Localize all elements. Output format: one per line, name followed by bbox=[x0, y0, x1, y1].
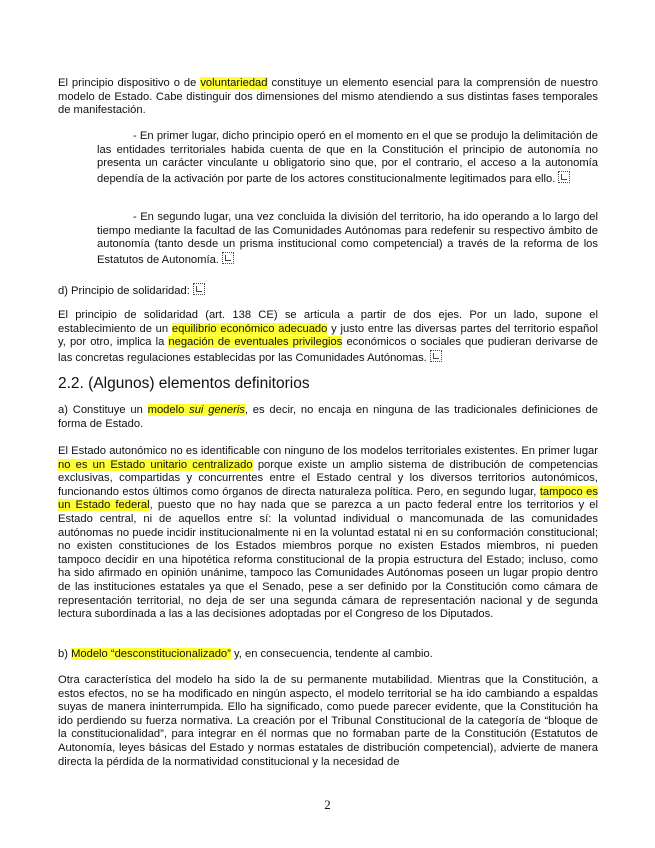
text: El principio dispositivo o de bbox=[58, 77, 201, 89]
note-anchor-icon[interactable] bbox=[193, 283, 205, 295]
note-anchor-icon[interactable] bbox=[430, 350, 442, 362]
text: b) bbox=[58, 648, 72, 660]
text: constituye un elemento esencial para la comprensión de nuestro modelo de Estado. Cabe distinguir dos dimensiones del mismo atendiendo a sus distintas fases temporales de manifestación. bbox=[58, 77, 598, 117]
text: y justo entre las diversas partes del territorio español y, por otro, implica la bbox=[58, 322, 598, 349]
paragraph-mutabilidad bbox=[58, 674, 598, 769]
note-anchor-icon[interactable] bbox=[558, 171, 570, 183]
text: modelo bbox=[147, 404, 190, 416]
text: El principio de solidaridad (art. 138 CE) se articula a partir de dos ejes. Por un lado, supone el establecimiento de un bbox=[58, 309, 598, 335]
highlight-desconstitucionalizado: Modelo “desconstitucionalizado” bbox=[71, 648, 231, 660]
text: d) Principio de solidaridad: bbox=[58, 285, 190, 297]
highlight-privilegios: negación de eventuales privilegios bbox=[168, 336, 343, 349]
text: - En primer lugar, dicho principio operó en el momento en el que se produjo la delimitación de las entidades territoriales habida cuenta de que en la Constitución el principio de autonomía no presenta un carácter vinculante u obligatorio sino que, por el contrario, el acceso a la autonomía dependía de la activación por parte de los actores constitucionalmente legitimados para ello. bbox=[97, 130, 598, 185]
highlight-voluntariedad: voluntariedad bbox=[200, 77, 268, 89]
paragraph-solidaridad bbox=[58, 309, 598, 365]
text: Otra característica del modelo ha sido la de su permanente mutabilidad. Mientras que la Constitución, a estos efectos, no se ha modificado en ningún aspecto, el modelo territorial se ha ido cambiando a espaldas suyas de manera ininterrumpida. Ello ha significado, como puede parecer evidente, que la Constitución ha ido perdiendo su fuerza normativa. La creación por el Tribunal Constitucional de la categoría de “bloque de la constitucionalidad”, para integrar en él normas que no formaban parte de la Constitución (Estatutos de Autonomía, leyes básicas del Estado y normas estatales de distribución competencial), advierte de manera directa la pérdida de la normatividad constitucional y la necesidad de bbox=[58, 674, 598, 768]
note-anchor-icon[interactable] bbox=[222, 252, 234, 264]
text: , puesto que no hay nada que se parezca a un pacto federal entre los territorios y el Estado central, ni de aquellos entre sí: la voluntad individual o mancomunada de las comunidades autónomas no puede incidir institucionalmente ni en la voluntad estatal ni en su conformación constitucional; no existen constituciones de los Estados miembros porque no existen Estados miembros, ni pueden tampoco decidir en una hipotética reforma constitucional de la propia estructura del Estado; incluso, como ha sido afirmado en opinión unánime, tampoco las Comunidades Autónomas poseen un lugar propio dentro de las instituciones estatales ya que el Senado, pese a ser definido por la Constitución como cámara de representación territorial, no deja de ser una segunda cámara de representación nacional y de segunda lectura subordinada a las a las decisiones adoptadas por el Congreso de los Diputados. bbox=[58, 499, 599, 621]
highlight-no-federal: tampoco es un Estado federal bbox=[58, 485, 598, 512]
text: - En segundo lugar, una vez concluida la división del territorio, ha ido operando a lo largo del tiempo mediante la facultad de las Comunidades Autónomas para redefenir su respectivo ámbito de autonomía (tanto desde un prisma institucional como competencial) a través de la reforma de los Estatutos de Autonomía. bbox=[97, 211, 598, 266]
item-a bbox=[58, 404, 598, 431]
text: El Estado autonómico no es identificable con ninguno de los modelos territoriales existentes. En primer lugar bbox=[58, 445, 598, 457]
highlight-equilibrio: equilibrio económico adecuado bbox=[171, 322, 328, 335]
text: porque existe un amplio sistema de distribución de competencias exclusivas, compartidas y concurrentes entre el Estado central y los diversos territorios autonómicos, funcionando estos últimos como órganos de directa naturaleza política. Pero, en segundo lugar, bbox=[58, 458, 599, 498]
highlight-sui-generis bbox=[148, 404, 245, 416]
page-number: 2 bbox=[324, 797, 331, 812]
text: a) Constituye un bbox=[58, 404, 148, 416]
section-heading: 2.2. (Algunos) elementos definitorios bbox=[58, 375, 310, 392]
paragraph-estado-autonomico bbox=[58, 445, 598, 622]
item-b bbox=[58, 648, 598, 662]
bullet-second bbox=[97, 211, 598, 267]
subheading-solidaridad bbox=[58, 283, 598, 299]
text: y, en consecuencia, tendente al cambio. bbox=[230, 648, 433, 660]
text-italic: sui generis bbox=[189, 404, 245, 416]
paragraph-voluntariedad bbox=[58, 77, 598, 118]
text: , es decir, no encaja en ninguna de las tradicionales definiciones de forma de Estado. bbox=[58, 404, 599, 430]
highlight-no-unitario: no es un Estado unitario centralizado bbox=[58, 458, 253, 471]
text: económicos o sociales que pudieran derivarse de las concretas regulaciones establecidas por las Comunidades Autónomas. bbox=[58, 336, 598, 364]
bullet-first bbox=[97, 130, 598, 186]
